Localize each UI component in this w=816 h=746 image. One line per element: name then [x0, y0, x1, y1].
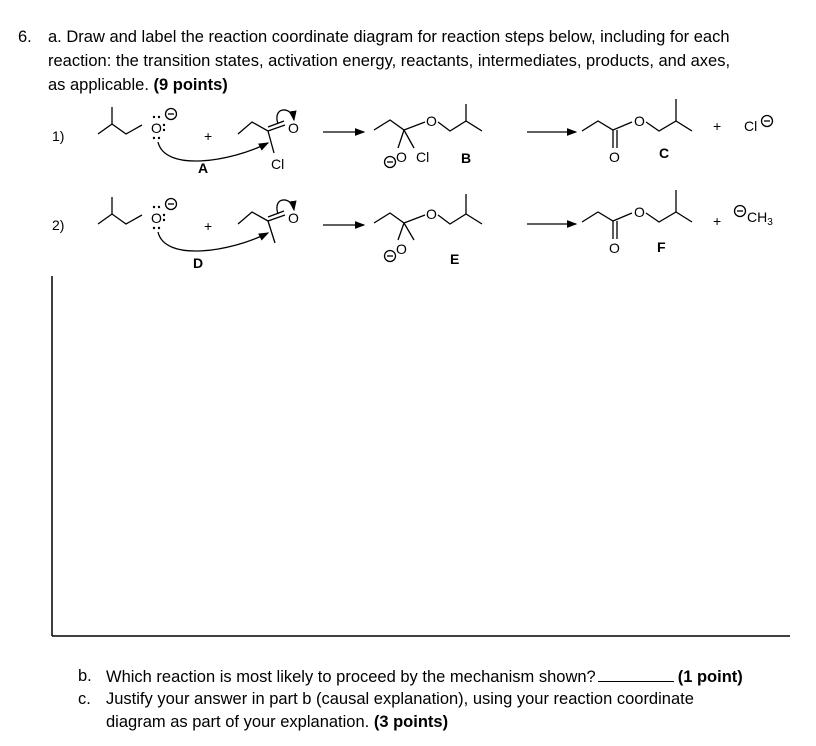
reaction-1-number: 1): [52, 128, 65, 144]
svg-text:O: O: [426, 206, 437, 222]
acyl-chloride-skeleton: [238, 122, 268, 134]
part-b-points: (1 point): [677, 668, 743, 686]
answer-blank[interactable]: [598, 667, 674, 682]
svg-text:O: O: [396, 241, 407, 257]
svg-text:O: O: [151, 210, 162, 226]
svg-text:Cl: Cl: [271, 156, 285, 172]
part-a-line3-text: as applicable.: [48, 76, 149, 94]
svg-text:O: O: [288, 120, 299, 136]
svg-text:O: O: [151, 120, 162, 136]
product-c-skeleton: [582, 121, 632, 131]
svg-text:+: +: [204, 218, 213, 234]
svg-text:Cl: Cl: [416, 149, 430, 165]
part-a-line2: reaction: the transition states, activation energy, reactants, intermediates, products, and axes,: [48, 52, 731, 70]
svg-text:+: +: [713, 213, 722, 229]
part-a-points: (9 points): [153, 76, 228, 94]
svg-text:O: O: [634, 204, 645, 220]
part-b-question: Which reaction is most likely to proceed by the mechanism shown?: [106, 668, 596, 686]
svg-text:+: +: [204, 128, 213, 144]
product-f-skeleton: [582, 212, 632, 222]
alkoxide-d-skeleton: [98, 214, 142, 224]
part-c-line2: [106, 713, 448, 732]
reaction-2: [52, 190, 773, 271]
reaction-1: [52, 99, 773, 176]
part-c: [78, 690, 91, 709]
part-a-text: Draw and label the reaction coordinate diagram for reaction steps below, including for each: [66, 28, 730, 46]
intermediate-b-skeleton: [374, 120, 425, 130]
part-c-letter: c.: [78, 690, 91, 708]
svg-text:A: A: [198, 160, 209, 176]
part-c-points: (3 points): [373, 713, 449, 731]
svg-text:C: C: [659, 145, 670, 161]
ketone-skeleton: [238, 212, 268, 224]
svg-text:O: O: [288, 210, 299, 226]
alkoxide-a-skeleton: [98, 124, 142, 134]
svg-text:D: D: [193, 255, 204, 271]
chloride-ion: Cl: [744, 118, 758, 134]
part-c-line2-text: diagram as part of your explanation.: [106, 713, 370, 731]
part-b-text: [106, 667, 743, 687]
svg-text:O: O: [396, 149, 407, 165]
intermediate-e-skeleton: [374, 213, 425, 223]
svg-text:O: O: [426, 113, 437, 129]
curved-arrow-icon: [158, 142, 268, 161]
part-b: [78, 667, 92, 686]
svg-text:O: O: [634, 113, 645, 129]
svg-text:O: O: [609, 149, 620, 165]
svg-text:B: B: [461, 150, 472, 166]
part-b-letter: b.: [78, 667, 92, 685]
question-number: 6.: [18, 28, 32, 46]
svg-text:E: E: [450, 251, 460, 267]
methyl-anion: $CH_3$: [747, 209, 773, 228]
svg-text:O: O: [609, 240, 620, 256]
part-c-line1: Justify your answer in part b (causal explanation), using your reaction coordinate: [106, 690, 694, 708]
svg-text:+: +: [713, 118, 722, 134]
svg-text:F: F: [657, 239, 666, 255]
reaction-2-number: 2): [52, 217, 65, 233]
part-a-letter: a.: [48, 28, 62, 46]
